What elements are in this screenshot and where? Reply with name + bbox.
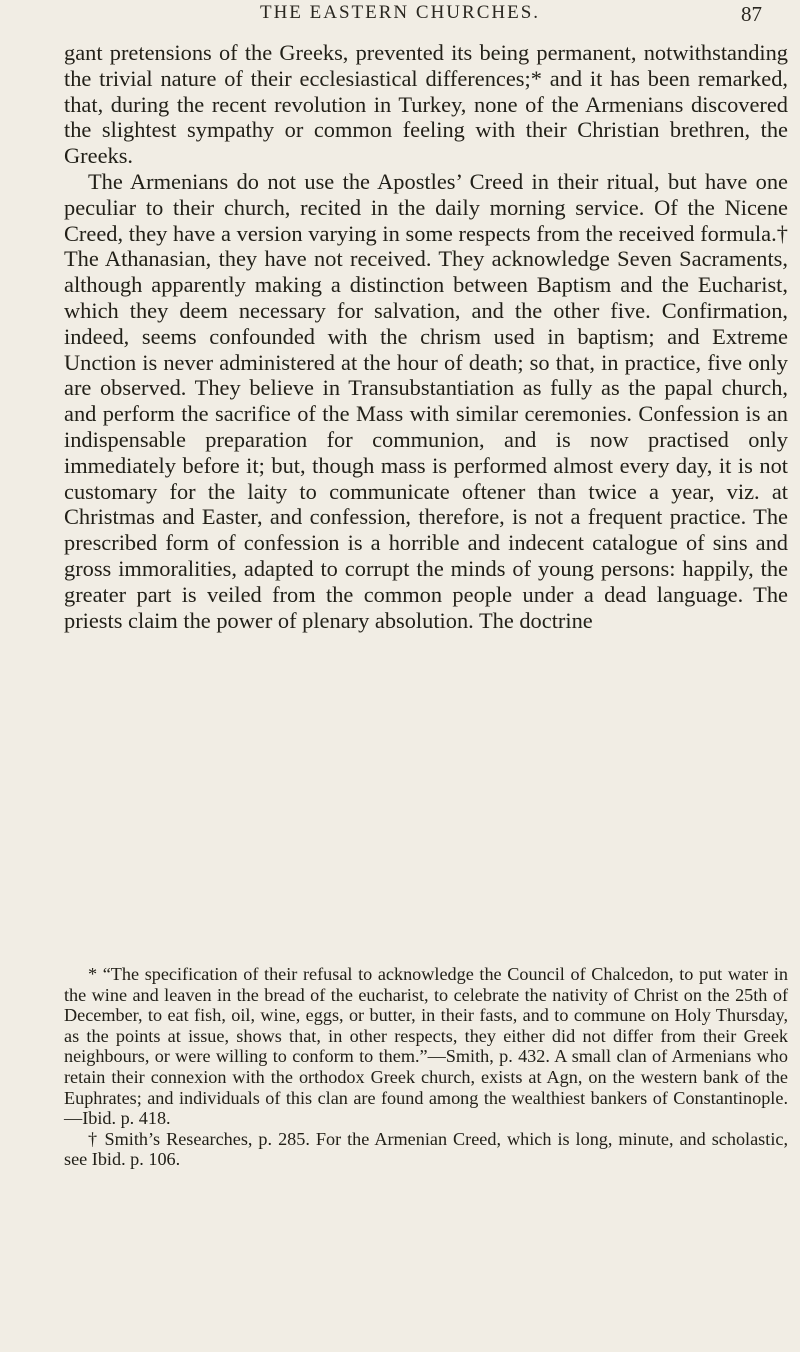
footnote: * “The specification of their refusal to acknowledge the Council of Chalcedon, to put water in the wine and leaven in the bread of the eucharist, to celebrate the nativity of Christ on the 25th of December, to eat fish, oil, wine, eggs, or butter, in their fasts, and to commune on Holy Thursday, as the points at issue, shows that, in other respects, they either did not differ from their Greek neighbours, or were willing to conform to them.”—Smith, p. 432. A small clan of Armenians who retain their connexion with the orthodox Greek church, exists at Agn, on the western bank of the Euphrates; and individuals of this clan are found among the wealthiest bankers of Constantinople.—Ibid. p. 418.: [64, 964, 788, 1129]
running-header: THE EASTERN CHURCHES.: [259, 2, 541, 23]
page-number: 87: [741, 2, 762, 26]
paragraph: The Armenians do not use the Apostles’ Creed in their ritual, but have one peculiar to their church, recited in the daily morning service. Of the Nicene Creed, they have a version varying in some respects from the received formula.† The Athanasian, they have not received. They acknowledge Seven Sacraments, although apparently making a distinction between Baptism and the Eucharist, which they deem necessary for salvation, and the other five. Confirmation, indeed, seems confounded with the chrism used in baptism; and Extreme Unction is never administered at the hour of death; so that, in practice, five only are observed. They believe in Transubstantiation as fully as the papal church, and perform the sacrifice of the Mass with similar ceremonies. Confession is an indispensable preparation for communion, and is now practised only immediately before it; but, though mass is performed almost every day, it is not customary for the laity to communicate oftener than twice a year, viz. at Christmas and Easter, and confession, therefore, is not a frequent practice. The prescribed form of confession is a horrible and indecent catalogue of sins and gross immoralities, adapted to corrupt the minds of young persons: happily, the greater part is veiled from the common people under a dead language. The priests claim the power of plenary absolution. The doctrine: [64, 168, 788, 633]
footnote: † Smith’s Researches, p. 285. For the Armenian Creed, which is long, minute, and scholastic, see Ibid. p. 106.: [64, 1128, 788, 1170]
footnotes: [64, 964, 788, 1170]
paragraph: gant pretensions of the Greeks, prevented its being permanent, notwithstanding the trivial nature of their ecclesiastical differences;* and it has been remarked, that, during the recent revolution in Turkey, none of the Armenians discovered the slightest sympathy or common feeling with their Christian brethren, the Greeks.: [64, 40, 788, 169]
main-text: [64, 40, 788, 633]
